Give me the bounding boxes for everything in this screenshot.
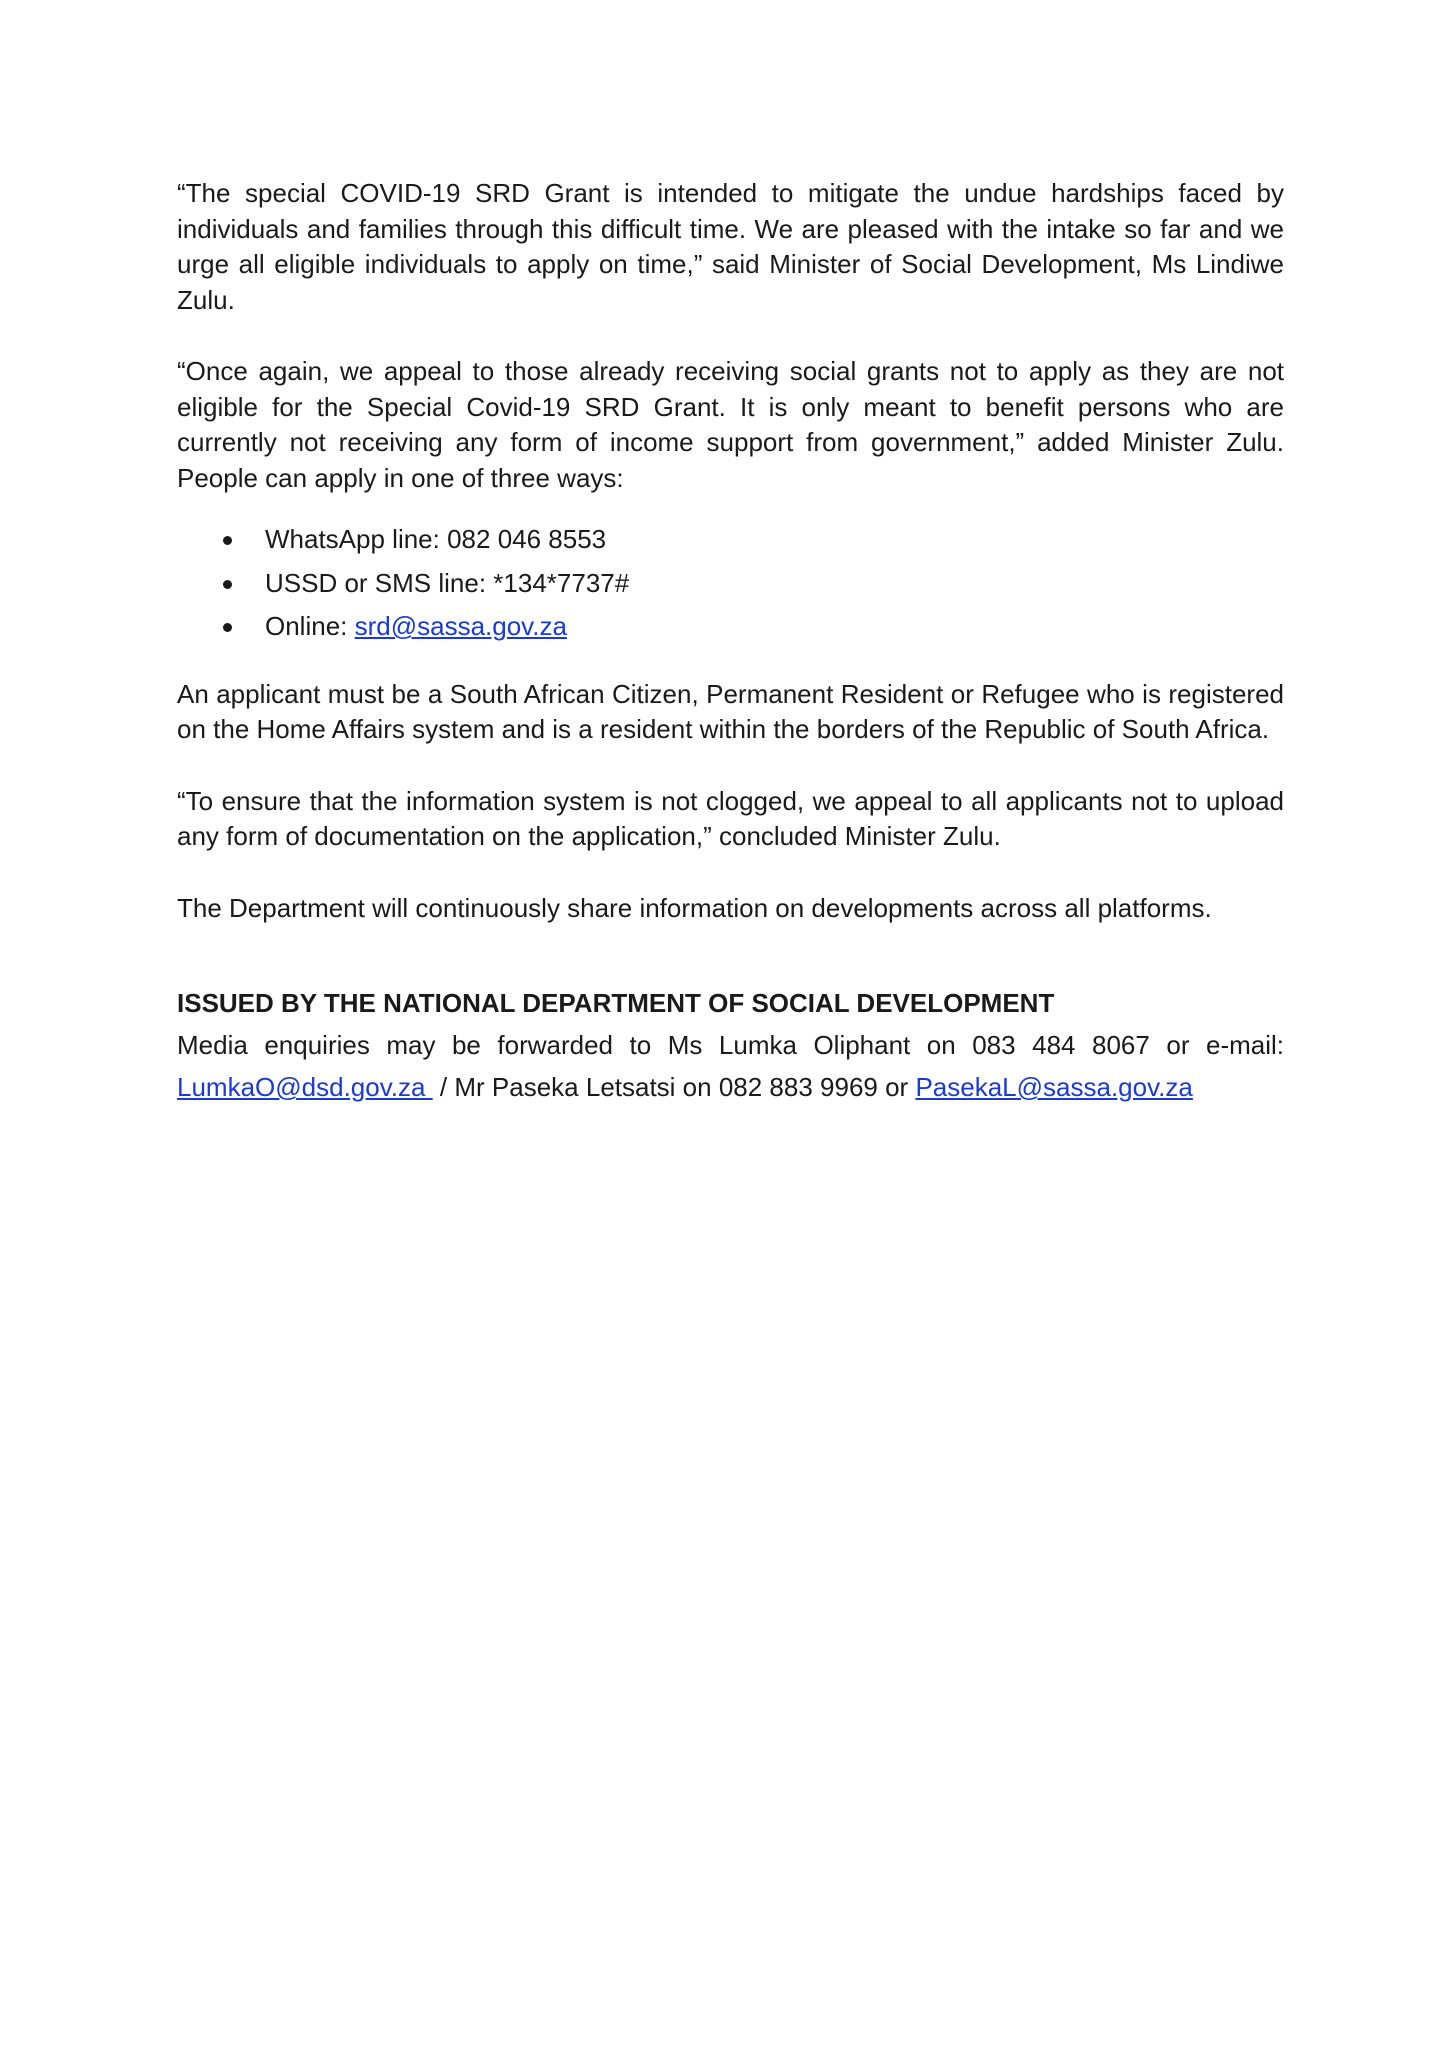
- paragraph-documentation: “To ensure that the information system is not clogged, we appeal to all applicants not to upload any form of documentation on the application,” concluded Minister Zulu.: [177, 785, 1284, 851]
- issued-by-section: [177, 982, 1284, 1108]
- paseka-email-link[interactable]: PasekaL@sassa.gov.za: [915, 1072, 1193, 1102]
- lumka-email-link[interactable]: LumkaO@dsd.gov.za: [177, 1072, 433, 1102]
- paragraph-minister-quote: “The special COVID-19 SRD Grant is intended to mitigate the undue hardships faced by individuals and families through this difficult time. We are pleased with the intake so far and we urge all eligible individuals to apply on time,” said Minister of Social Development, Ms Lindiwe Zulu.: [177, 178, 1284, 315]
- ussd-line-text: USSD or SMS line: *134*7737#: [265, 567, 630, 598]
- document-page: [177, 176, 1284, 1108]
- paragraph-department-info: The Department will continuously share information on developments across all platforms.: [177, 892, 1212, 923]
- list-item-ussd: [177, 562, 1284, 606]
- online-label: Online:: [265, 611, 355, 641]
- media-enquiries-text: [177, 1024, 1284, 1108]
- paragraph-appeal: “Once again, we appeal to those already receiving social grants not to apply as they are not eligible for the Special Covid-19 SRD Grant. It is only meant to benefit persons who are currently not receiving any form of income support from government,” added Minister Zulu. People can apply in one of three ways:: [177, 356, 1284, 493]
- paragraph-eligibility: An applicant must be a South African Citizen, Permanent Resident or Refugee who is registered on the Home Affairs system and is a resident within the borders of the Republic of South Africa.: [177, 678, 1284, 744]
- bullet-icon: [223, 580, 232, 589]
- list-item-whatsapp: [177, 518, 1284, 562]
- whatsapp-line-text: WhatsApp line: 082 046 8553: [265, 524, 607, 554]
- bullet-icon: [223, 536, 232, 545]
- list-item-online: [177, 605, 1284, 649]
- media-enquiries-middle: / Mr Paseka Letsatsi on 082 883 9969 or: [432, 1072, 916, 1102]
- online-email-link[interactable]: srd@sassa.gov.za: [354, 611, 567, 641]
- bullet-icon: [223, 623, 232, 632]
- media-enquiries-prefix: Media enquiries may be forwarded to Ms Lumka Oliphant on 083 484 8067 or e-mail:: [177, 1030, 1284, 1060]
- application-methods-list: [177, 518, 1284, 649]
- issued-by-heading: ISSUED BY THE NATIONAL DEPARTMENT OF SOCIAL DEVELOPMENT: [177, 988, 1055, 1018]
